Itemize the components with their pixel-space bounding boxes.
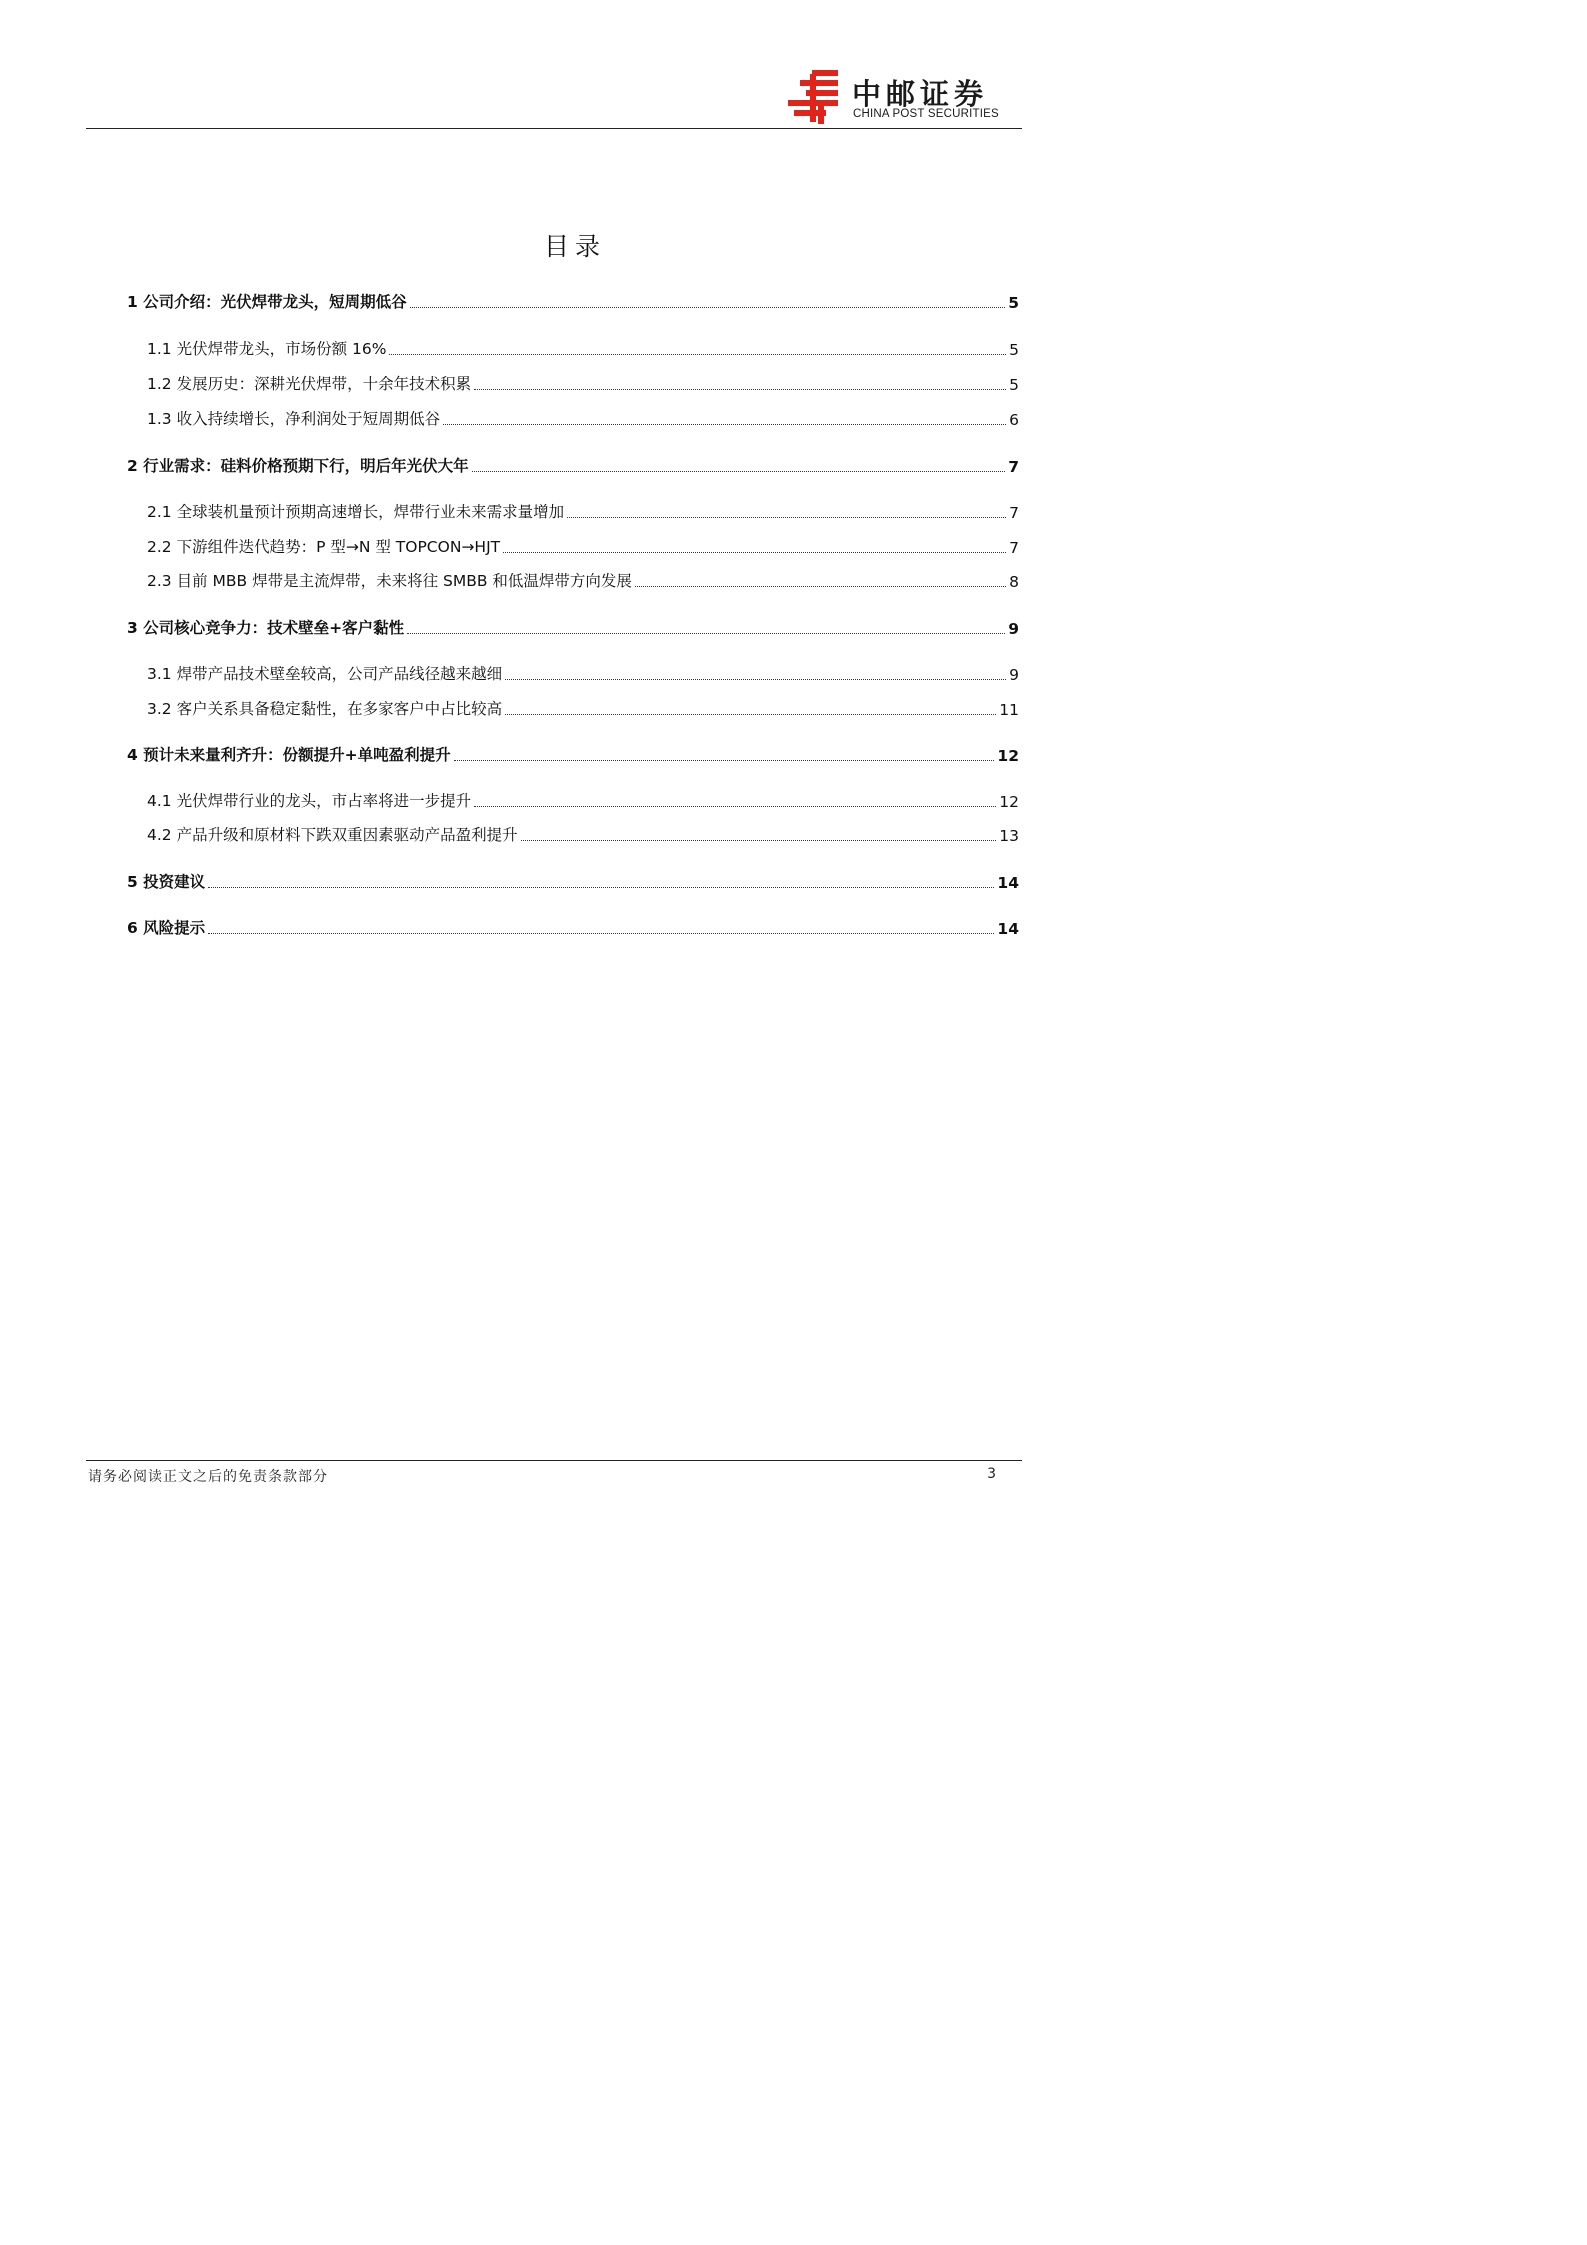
toc-entry-page: 7 bbox=[1008, 458, 1019, 476]
toc-entry-label: 1.3 收入持续增长，净利润处于短周期低谷 bbox=[147, 410, 441, 428]
table-of-contents bbox=[0, 0, 1104, 1561]
toc-entry-page: 5 bbox=[1009, 341, 1019, 359]
brand-name-cn: 中邮证券 bbox=[852, 77, 989, 111]
toc-entry[interactable] bbox=[127, 870, 1019, 892]
toc-leader-dots bbox=[208, 887, 994, 888]
toc-leader-dots bbox=[407, 633, 1005, 634]
toc-entry-page: 11 bbox=[999, 701, 1019, 719]
toc-leader-dots bbox=[208, 933, 994, 934]
page-number: 3 bbox=[987, 1466, 996, 1482]
toc-entry-page: 14 bbox=[997, 920, 1019, 938]
footer-divider bbox=[86, 1460, 1022, 1461]
toc-leader-dots bbox=[505, 679, 1006, 680]
toc-leader-dots bbox=[410, 307, 1006, 308]
toc-entry-page: 8 bbox=[1009, 573, 1019, 591]
toc-entry-label: 1 公司介绍：光伏焊带龙头，短周期低谷 bbox=[127, 293, 407, 311]
toc-entry-page: 7 bbox=[1009, 504, 1019, 522]
toc-entry-page: 6 bbox=[1009, 411, 1019, 429]
toc-entry-page: 12 bbox=[997, 747, 1019, 765]
toc-entry[interactable] bbox=[127, 616, 1019, 638]
toc-entry-label: 5 投资建议 bbox=[127, 873, 206, 891]
toc-entry[interactable] bbox=[147, 535, 1019, 557]
toc-entry-page: 9 bbox=[1008, 620, 1019, 638]
brand-name-en: CHINA POST SECURITIES bbox=[853, 108, 999, 120]
toc-leader-dots bbox=[389, 354, 1006, 355]
toc-title: 目录 bbox=[543, 232, 606, 261]
toc-entry-label: 4 预计未来量利齐升：份额提升+单吨盈利提升 bbox=[127, 746, 451, 764]
toc-entry[interactable] bbox=[127, 743, 1019, 765]
toc-entry-label: 3 公司核心竞争力：技术壁垒+客户黏性 bbox=[127, 619, 405, 637]
toc-entry[interactable] bbox=[147, 789, 1019, 811]
toc-entry[interactable] bbox=[127, 916, 1019, 938]
toc-entry-label: 1.1 光伏焊带龙头，市场份额 16% bbox=[147, 340, 387, 358]
toc-entry-label: 4.1 光伏焊带行业的龙头，市占率将进一步提升 bbox=[147, 792, 472, 810]
toc-entry-page: 14 bbox=[997, 874, 1019, 892]
toc-entry-label: 2.3 目前 MBB 焊带是主流焊带，未来将往 SMBB 和低温焊带方向发展 bbox=[147, 572, 632, 590]
toc-entry[interactable] bbox=[127, 454, 1019, 476]
toc-leader-dots bbox=[443, 424, 1006, 425]
toc-entry[interactable] bbox=[147, 697, 1019, 719]
toc-entry-label: 2.1 全球装机量预计预期高速增长，焊带行业未来需求量增加 bbox=[147, 503, 565, 521]
toc-entry[interactable] bbox=[147, 337, 1019, 359]
toc-entry[interactable] bbox=[147, 500, 1019, 522]
toc-entry-page: 12 bbox=[999, 793, 1019, 811]
toc-entry-page: 5 bbox=[1009, 376, 1019, 394]
toc-leader-dots bbox=[474, 806, 996, 807]
toc-leader-dots bbox=[521, 840, 997, 841]
toc-entry-label: 1.2 发展历史：深耕光伏焊带，十余年技术积累 bbox=[147, 375, 472, 393]
toc-leader-dots bbox=[567, 517, 1006, 518]
toc-entry[interactable] bbox=[147, 569, 1019, 591]
toc-leader-dots bbox=[505, 714, 996, 715]
footer-disclaimer: 请务必阅读正文之后的免责条款部分 bbox=[88, 1469, 328, 1485]
toc-entry-label: 2.2 下游组件迭代趋势：P 型→N 型 TOPCON→HJT bbox=[147, 538, 501, 556]
toc-leader-dots bbox=[474, 389, 1006, 390]
toc-entry[interactable] bbox=[147, 662, 1019, 684]
toc-entry-page: 5 bbox=[1008, 294, 1019, 312]
toc-entry-label: 4.2 产品升级和原材料下跌双重因素驱动产品盈利提升 bbox=[147, 826, 518, 844]
toc-entry[interactable] bbox=[147, 407, 1019, 429]
toc-entry-page: 13 bbox=[999, 827, 1019, 845]
toc-leader-dots bbox=[472, 471, 1006, 472]
toc-leader-dots bbox=[454, 760, 995, 761]
toc-entry-label: 6 风险提示 bbox=[127, 919, 206, 937]
toc-entry-label: 2 行业需求：硅料价格预期下行，明后年光伏大年 bbox=[127, 457, 469, 475]
toc-entry[interactable] bbox=[127, 290, 1019, 312]
toc-entry-label: 3.1 焊带产品技术壁垒较高，公司产品线径越来越细 bbox=[147, 665, 503, 683]
toc-leader-dots bbox=[503, 552, 1006, 553]
toc-entry-label: 3.2 客户关系具备稳定黏性，在多家客户中占比较高 bbox=[147, 700, 503, 718]
toc-entry-page: 9 bbox=[1009, 666, 1019, 684]
toc-entry[interactable] bbox=[147, 823, 1019, 845]
toc-leader-dots bbox=[635, 586, 1006, 587]
toc-entry-page: 7 bbox=[1009, 539, 1019, 557]
toc-entry[interactable] bbox=[147, 372, 1019, 394]
